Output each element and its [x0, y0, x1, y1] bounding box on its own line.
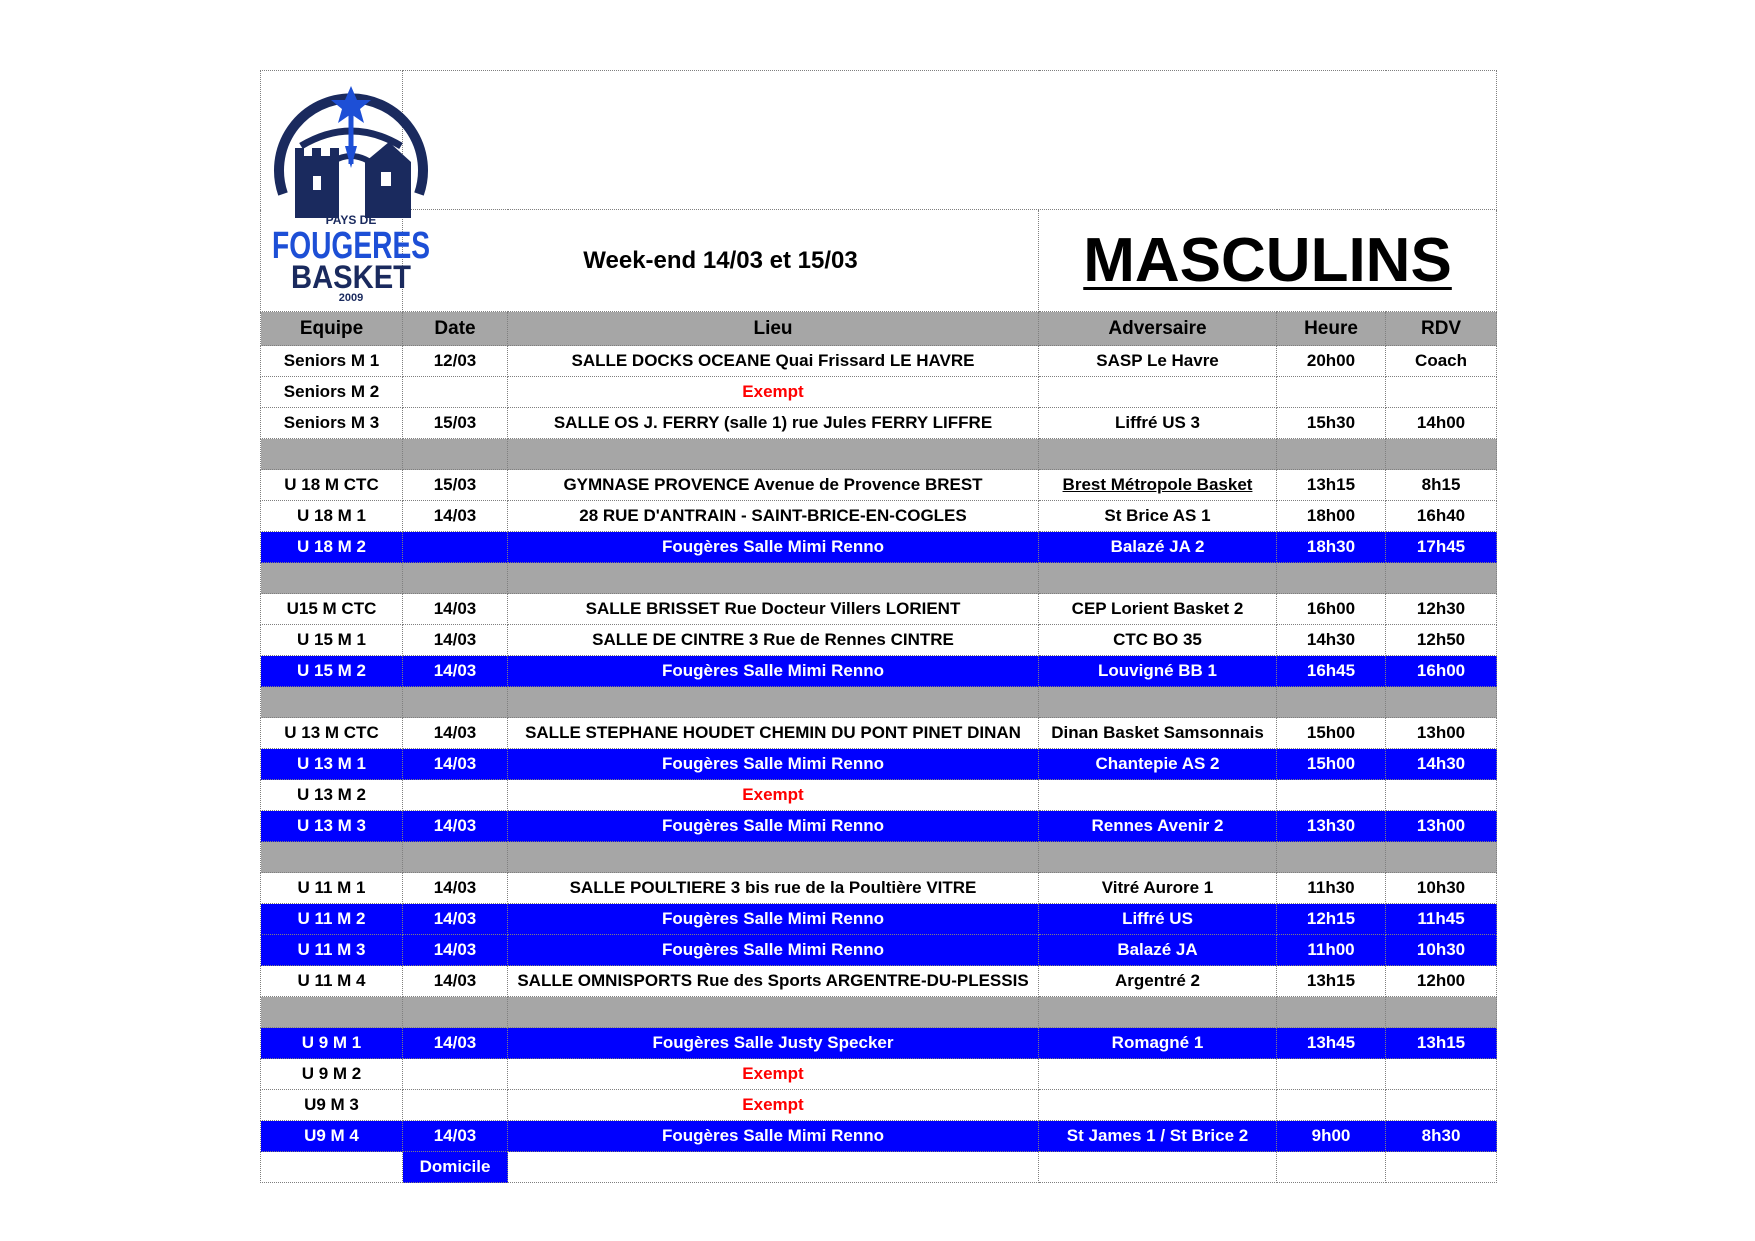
legend-row: [261, 1152, 1497, 1183]
cell-heure: 13h15: [1277, 470, 1386, 501]
cell-rdv: 16h00: [1386, 656, 1497, 687]
separator-row: [261, 563, 1497, 594]
cell-lieu: SALLE BRISSET Rue Docteur Villers LORIENT: [508, 594, 1039, 625]
cell-lieu: Fougères Salle Justy Specker: [508, 1028, 1039, 1059]
cell-lieu: SALLE POULTIERE 3 bis rue de la Poultière VITRE: [508, 873, 1039, 904]
cell-date: 15/03: [403, 408, 508, 439]
cell-rdv: 13h15: [1386, 1028, 1497, 1059]
cell-rdv: 16h40: [1386, 501, 1497, 532]
cell-rdv: 12h30: [1386, 594, 1497, 625]
cell-equipe: U 18 M 2: [261, 532, 403, 563]
separator-cell: [403, 687, 508, 718]
cell-equipe: U 18 M CTC: [261, 470, 403, 501]
cell-date: 14/03: [403, 718, 508, 749]
cell-equipe: Seniors M 3: [261, 408, 403, 439]
match-row-home: [261, 1121, 1497, 1152]
logo-text-fougeres: FOUGERES: [272, 225, 430, 267]
match-row: [261, 625, 1497, 656]
cell-equipe: U 18 M 1: [261, 501, 403, 532]
col-header-heure: Heure: [1277, 312, 1386, 346]
cell-rdv: 8h15: [1386, 470, 1497, 501]
cell-date: 14/03: [403, 935, 508, 966]
separator-cell: [1039, 439, 1277, 470]
cell-date: 14/03: [403, 749, 508, 780]
match-row-home: [261, 1028, 1497, 1059]
separator-cell: [1277, 563, 1386, 594]
separator-cell: [261, 563, 403, 594]
cell-equipe: U 15 M 2: [261, 656, 403, 687]
separator-cell: [1277, 439, 1386, 470]
cell-equipe: U 11 M 1: [261, 873, 403, 904]
separator-cell: [1386, 687, 1497, 718]
cell-date: 14/03: [403, 594, 508, 625]
separator-cell: [1386, 842, 1497, 873]
cell-rdv: Coach: [1386, 346, 1497, 377]
logo-text-basket: BASKET: [291, 259, 412, 295]
cell-heure: 15h00: [1277, 749, 1386, 780]
cell-rdv: 10h30: [1386, 873, 1497, 904]
cell-adversaire: Romagné 1: [1039, 1028, 1277, 1059]
legend-blank: [1039, 1152, 1277, 1183]
cell-lieu: Fougères Salle Mimi Renno: [508, 1121, 1039, 1152]
separator-cell: [508, 563, 1039, 594]
cell-date: 14/03: [403, 966, 508, 997]
match-row: [261, 1090, 1497, 1121]
page-title: MASCULINS: [1083, 226, 1452, 295]
separator-cell: [403, 997, 508, 1028]
cell-date: [403, 532, 508, 563]
cell-lieu: Fougères Salle Mimi Renno: [508, 532, 1039, 563]
cell-date: 12/03: [403, 346, 508, 377]
separator-cell: [261, 842, 403, 873]
match-row: [261, 408, 1497, 439]
logo-text-year: 2009: [338, 292, 364, 304]
cell-adversaire: Argentré 2: [1039, 966, 1277, 997]
schedule-sheet: [260, 70, 1496, 1183]
separator-cell: [261, 439, 403, 470]
cell-equipe: U 11 M 2: [261, 904, 403, 935]
cell-equipe: U9 M 4: [261, 1121, 403, 1152]
cell-lieu: Exempt: [508, 377, 1039, 408]
separator-row: [261, 842, 1497, 873]
legend-blank: [508, 1152, 1039, 1183]
cell-equipe: U 11 M 4: [261, 966, 403, 997]
match-row-home: [261, 532, 1497, 563]
cell-rdv: 14h00: [1386, 408, 1497, 439]
cell-lieu: SALLE STEPHANE HOUDET CHEMIN DU PONT PINET DINAN: [508, 718, 1039, 749]
match-row: [261, 470, 1497, 501]
schedule-table: [260, 70, 1497, 1183]
cell-lieu: SALLE DOCKS OCEANE Quai Frissard LE HAVRE: [508, 346, 1039, 377]
cell-lieu: Fougères Salle Mimi Renno: [508, 935, 1039, 966]
cell-lieu: GYMNASE PROVENCE Avenue de Provence BREST: [508, 470, 1039, 501]
separator-cell: [261, 997, 403, 1028]
cell-heure: 15h30: [1277, 408, 1386, 439]
cell-lieu: Fougères Salle Mimi Renno: [508, 656, 1039, 687]
cell-rdv: 14h30: [1386, 749, 1497, 780]
cell-rdv: [1386, 780, 1497, 811]
cell-heure: 12h15: [1277, 904, 1386, 935]
weekend-cell: [403, 210, 1039, 312]
separator-row: [261, 439, 1497, 470]
cell-rdv: 12h00: [1386, 966, 1497, 997]
separator-cell: [1277, 997, 1386, 1028]
cell-adversaire: Chantepie AS 2: [1039, 749, 1277, 780]
cell-equipe: U 13 M 3: [261, 811, 403, 842]
cell-adversaire: [1039, 780, 1277, 811]
match-row: [261, 501, 1497, 532]
cell-equipe: U 11 M 3: [261, 935, 403, 966]
cell-date: 14/03: [403, 625, 508, 656]
cell-heure: [1277, 1090, 1386, 1121]
separator-cell: [1039, 563, 1277, 594]
cell-heure: 13h30: [1277, 811, 1386, 842]
legend-blank: [261, 1152, 403, 1183]
cell-adversaire: SASP Le Havre: [1039, 346, 1277, 377]
cell-equipe: U 13 M 1: [261, 749, 403, 780]
cell-heure: [1277, 780, 1386, 811]
cell-lieu: 28 RUE D'ANTRAIN - SAINT-BRICE-EN-COGLES: [508, 501, 1039, 532]
match-row: [261, 966, 1497, 997]
cell-rdv: [1386, 377, 1497, 408]
weekend-label: Week-end 14/03 et 15/03: [583, 246, 858, 274]
cell-lieu: Fougères Salle Mimi Renno: [508, 811, 1039, 842]
cell-adversaire: Rennes Avenir 2: [1039, 811, 1277, 842]
cell-adversaire: Dinan Basket Samsonnais: [1039, 718, 1277, 749]
cell-heure: 13h15: [1277, 966, 1386, 997]
cell-lieu: SALLE OS J. FERRY (salle 1) rue Jules FERRY LIFFRE: [508, 408, 1039, 439]
match-row: [261, 718, 1497, 749]
cell-lieu: Exempt: [508, 1090, 1039, 1121]
separator-cell: [403, 439, 508, 470]
cell-heure: [1277, 377, 1386, 408]
cell-adversaire: Liffré US 3: [1039, 408, 1277, 439]
separator-cell: [403, 563, 508, 594]
cell-rdv: 11h45: [1386, 904, 1497, 935]
separator-cell: [508, 439, 1039, 470]
match-row: [261, 1059, 1497, 1090]
cell-adversaire: CEP Lorient Basket 2: [1039, 594, 1277, 625]
cell-adversaire: CTC BO 35: [1039, 625, 1277, 656]
cell-heure: 16h00: [1277, 594, 1386, 625]
cell-adversaire: [1039, 1090, 1277, 1121]
match-row: [261, 346, 1497, 377]
match-row-home: [261, 935, 1497, 966]
col-header-equipe: Equipe: [261, 312, 403, 346]
cell-rdv: 17h45: [1386, 532, 1497, 563]
legend-blank: [1386, 1152, 1497, 1183]
cell-lieu: SALLE DE CINTRE 3 Rue de Rennes CINTRE: [508, 625, 1039, 656]
cell-adversaire: Liffré US: [1039, 904, 1277, 935]
separator-cell: [508, 842, 1039, 873]
cell-heure: 20h00: [1277, 346, 1386, 377]
separator-cell: [403, 842, 508, 873]
cell-rdv: 10h30: [1386, 935, 1497, 966]
cell-equipe: U 13 M 2: [261, 780, 403, 811]
cell-heure: 13h45: [1277, 1028, 1386, 1059]
logo-text-pays: PAYS DE: [325, 213, 377, 227]
cell-equipe: U15 M CTC: [261, 594, 403, 625]
cell-lieu: Fougères Salle Mimi Renno: [508, 904, 1039, 935]
cell-equipe: U9 M 3: [261, 1090, 403, 1121]
cell-adversaire: St James 1 / St Brice 2: [1039, 1121, 1277, 1152]
club-logo: [261, 76, 441, 304]
title-cell: [1039, 210, 1497, 312]
separator-cell: [1039, 687, 1277, 718]
cell-equipe: U 9 M 2: [261, 1059, 403, 1090]
cell-adversaire: Balazé JA: [1039, 935, 1277, 966]
cell-date: [403, 1090, 508, 1121]
cell-heure: 16h45: [1277, 656, 1386, 687]
cell-adversaire: Brest Métropole Basket: [1039, 470, 1277, 501]
separator-cell: [1277, 687, 1386, 718]
legend-blank: [1277, 1152, 1386, 1183]
separator-row: [261, 687, 1497, 718]
cell-lieu: Exempt: [508, 780, 1039, 811]
cell-rdv: [1386, 1090, 1497, 1121]
separator-cell: [1277, 842, 1386, 873]
cell-date: [403, 780, 508, 811]
col-header-date: Date: [403, 312, 508, 346]
separator-cell: [508, 997, 1039, 1028]
cell-adversaire: St Brice AS 1: [1039, 501, 1277, 532]
separator-cell: [1039, 997, 1277, 1028]
cell-equipe: Seniors M 2: [261, 377, 403, 408]
cell-equipe: U 15 M 1: [261, 625, 403, 656]
separator-cell: [1386, 563, 1497, 594]
column-header-row: [261, 312, 1497, 346]
separator-cell: [1386, 997, 1497, 1028]
cell-heure: 18h30: [1277, 532, 1386, 563]
match-row: [261, 780, 1497, 811]
match-row-home: [261, 749, 1497, 780]
cell-lieu: SALLE OMNISPORTS Rue des Sports ARGENTRE-DU-PLESSIS: [508, 966, 1039, 997]
cell-adversaire: Louvigné BB 1: [1039, 656, 1277, 687]
match-row: [261, 594, 1497, 625]
cell-rdv: 12h50: [1386, 625, 1497, 656]
cell-date: 14/03: [403, 656, 508, 687]
cell-date: 14/03: [403, 873, 508, 904]
cell-heure: 15h00: [1277, 718, 1386, 749]
cell-adversaire: [1039, 377, 1277, 408]
separator-cell: [1386, 439, 1497, 470]
cell-heure: 18h00: [1277, 501, 1386, 532]
match-row-home: [261, 811, 1497, 842]
cell-equipe: U 9 M 1: [261, 1028, 403, 1059]
cell-heure: [1277, 1059, 1386, 1090]
cell-heure: 11h30: [1277, 873, 1386, 904]
cell-date: 14/03: [403, 1121, 508, 1152]
match-row-home: [261, 904, 1497, 935]
col-header-adversaire: Adversaire: [1039, 312, 1277, 346]
cell-date: [403, 1059, 508, 1090]
cell-date: 15/03: [403, 470, 508, 501]
cell-date: 14/03: [403, 904, 508, 935]
cell-heure: 11h00: [1277, 935, 1386, 966]
cell-date: 14/03: [403, 1028, 508, 1059]
separator-cell: [261, 687, 403, 718]
cell-lieu: Fougères Salle Mimi Renno: [508, 749, 1039, 780]
logo-cell: [261, 71, 430, 312]
legend-home: Domicile: [403, 1152, 508, 1183]
cell-adversaire: Balazé JA 2: [1039, 532, 1277, 563]
cell-lieu: Exempt: [508, 1059, 1039, 1090]
cell-date: 14/03: [403, 501, 508, 532]
cell-rdv: 13h00: [1386, 811, 1497, 842]
cell-rdv: 13h00: [1386, 718, 1497, 749]
cell-rdv: [1386, 1059, 1497, 1090]
cell-heure: 14h30: [1277, 625, 1386, 656]
cell-date: 14/03: [403, 811, 508, 842]
cell-adversaire: Vitré Aurore 1: [1039, 873, 1277, 904]
col-header-rdv: RDV: [1386, 312, 1497, 346]
match-row: [261, 873, 1497, 904]
header-blank: [403, 71, 1497, 210]
cell-heure: 9h00: [1277, 1121, 1386, 1152]
cell-rdv: 8h30: [1386, 1121, 1497, 1152]
separator-cell: [508, 687, 1039, 718]
separator-cell: [1039, 842, 1277, 873]
col-header-lieu: Lieu: [508, 312, 1039, 346]
cell-date: [403, 377, 508, 408]
cell-adversaire: [1039, 1059, 1277, 1090]
match-row-home: [261, 656, 1497, 687]
separator-row: [261, 997, 1497, 1028]
match-row: [261, 377, 1497, 408]
cell-equipe: U 13 M CTC: [261, 718, 403, 749]
cell-equipe: Seniors M 1: [261, 346, 403, 377]
